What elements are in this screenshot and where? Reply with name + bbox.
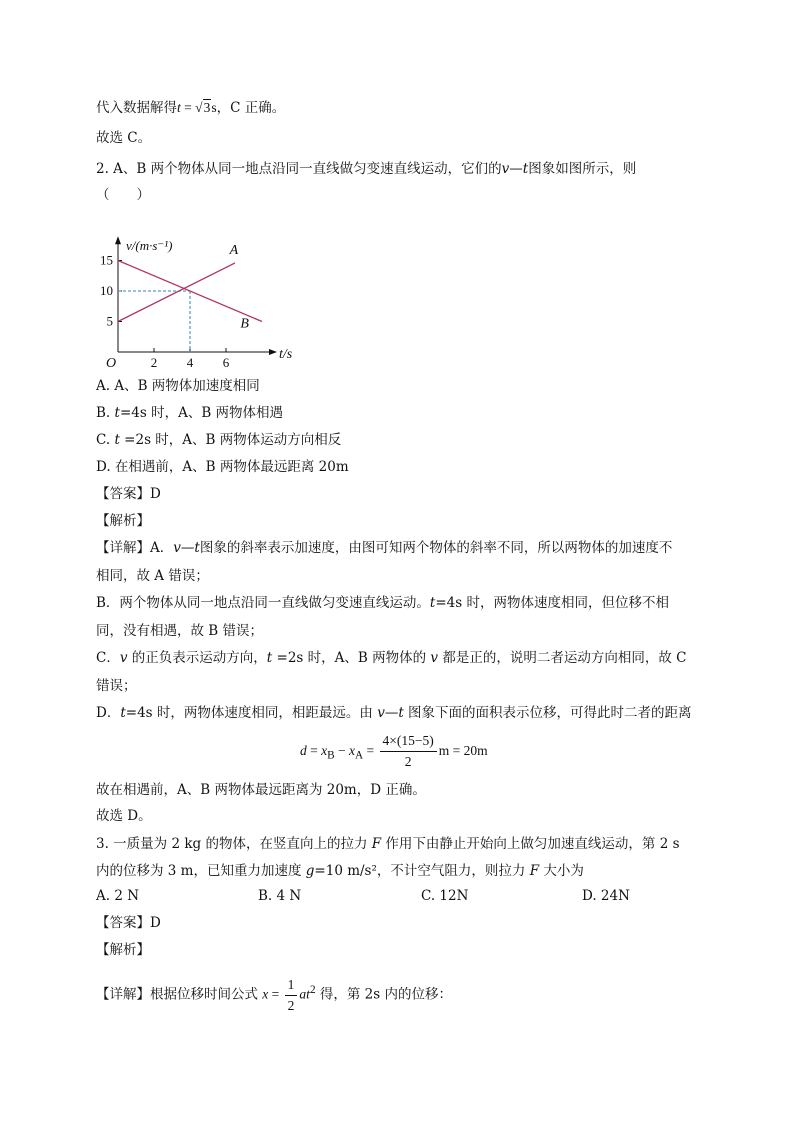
q2-option-d bbox=[96, 457, 349, 477]
q2-answer: 【答案】D bbox=[96, 486, 161, 502]
x-axis-label: t/s bbox=[279, 347, 293, 362]
var-t: t bbox=[429, 595, 436, 611]
text: s bbox=[211, 100, 217, 115]
var-t: t bbox=[522, 161, 529, 177]
text: 图象如图所示，则 bbox=[528, 161, 637, 177]
vt-graph bbox=[96, 212, 306, 372]
text: 3. 一质量为 2 kg 的物体，在竖直向上的拉力 bbox=[96, 836, 372, 852]
text: 图象的斜率表示加速度，由图可知两个物体的斜率不同，所以两物体的加速度不 bbox=[199, 540, 673, 556]
text: 图象下面的面积表示位移，可得此时二者的距离 bbox=[403, 705, 692, 721]
var-t: t bbox=[266, 650, 273, 666]
q2-stem-line-2: （ ） bbox=[96, 187, 150, 203]
y-axis-label: v/(m·s⁻¹) bbox=[126, 238, 173, 254]
text: =2s 时，A、B 两物体的 bbox=[272, 650, 431, 666]
text: =4s 时，两物体速度相同，但位移不相 bbox=[435, 595, 669, 611]
text: A. A、B 两物体加速度相同 bbox=[96, 378, 260, 394]
series-label-a: A bbox=[229, 242, 239, 258]
y-tick-label: 5 bbox=[106, 313, 113, 329]
text: = bbox=[306, 743, 322, 758]
q2-detail-line-8: 故在相遇前，A、B 两物体最远距离为 20m，D 正确。 bbox=[96, 782, 426, 798]
var-at: at bbox=[299, 986, 310, 1002]
var-v: v bbox=[377, 705, 385, 721]
solution-line-1 bbox=[96, 98, 285, 118]
text: 内的位移为 3 m，已知重力加速度 bbox=[96, 863, 306, 879]
q2-detail-line-7 bbox=[96, 703, 692, 723]
q2-stem-line-1 bbox=[96, 159, 636, 179]
text: — bbox=[384, 705, 399, 721]
q3-analysis-label: 【解析】 bbox=[96, 942, 150, 958]
q2-detail-line-4: 同，没有相遇，故 B 错误； bbox=[96, 623, 264, 639]
q3-option-a: A. 2 N bbox=[96, 888, 140, 904]
var-v: v bbox=[501, 161, 510, 177]
fraction bbox=[380, 731, 437, 772]
var-x: x bbox=[349, 743, 356, 758]
q3-option-c: C. 12N bbox=[421, 888, 469, 904]
text: D. 在相遇前，A、B 两物体最远距离 20m bbox=[96, 459, 349, 475]
text: C. bbox=[96, 432, 115, 448]
q2-detail-line-3 bbox=[96, 593, 669, 613]
text: m = 20m bbox=[438, 743, 488, 758]
var-t: t bbox=[114, 432, 120, 448]
x-tick-label: 6 bbox=[222, 355, 230, 370]
var-x: x bbox=[321, 743, 328, 758]
text: = bbox=[363, 743, 378, 758]
series-line-a bbox=[118, 263, 235, 322]
q3-option-b: B. 4 N bbox=[258, 888, 302, 904]
text: 的正负表示运动方向， bbox=[127, 650, 267, 666]
q2-detail-line-9: 故选 D。 bbox=[96, 808, 152, 824]
numerator: 4×(15−5) bbox=[380, 731, 437, 752]
numerator: 1 bbox=[285, 975, 298, 996]
distance-equation bbox=[300, 731, 488, 776]
text: C． bbox=[96, 650, 120, 666]
text: — bbox=[180, 540, 195, 556]
text: 根据位移时间公式 bbox=[150, 986, 263, 1003]
text: = bbox=[268, 986, 283, 1002]
q3-stem-line-2 bbox=[96, 861, 584, 881]
subscript: B bbox=[327, 749, 335, 762]
q2-option-b bbox=[96, 403, 283, 423]
y-tick-label: 15 bbox=[100, 252, 113, 268]
text: =10 m/s²，不计空气阻力，则拉力 bbox=[314, 863, 530, 879]
text: = bbox=[180, 100, 196, 115]
text: A． bbox=[150, 540, 174, 556]
q3-detail-line-1 bbox=[96, 970, 452, 1016]
var-v: v bbox=[173, 540, 181, 556]
q2-detail-line-1 bbox=[96, 538, 672, 558]
text: =2s 时，A、B 两物体运动方向相反 bbox=[119, 432, 342, 448]
var-v: v bbox=[119, 650, 128, 666]
q2-detail-line-6: 错误； bbox=[96, 678, 137, 694]
text: B．两个物体从同一地点沿同一直线做匀变速直线运动。 bbox=[96, 595, 430, 611]
text: D． bbox=[96, 705, 121, 721]
x-axis-arrow bbox=[269, 349, 277, 355]
q3-stem-line-1 bbox=[96, 834, 680, 854]
x-tick-label: 2 bbox=[150, 355, 158, 370]
text: 得，第 2s 内的位移： bbox=[315, 986, 452, 1003]
var-F: F bbox=[371, 836, 382, 852]
y-tick-label: 10 bbox=[100, 283, 113, 298]
text: 代入数据解得 bbox=[96, 100, 177, 116]
var-t: t bbox=[194, 540, 200, 556]
var-g: g bbox=[305, 863, 315, 879]
origin-label: O bbox=[106, 356, 117, 371]
text: — bbox=[509, 161, 523, 177]
q2-detail-line-2: 相同，故 A 错误； bbox=[96, 568, 209, 584]
q2-analysis-label: 【解析】 bbox=[96, 513, 150, 529]
q2-option-c bbox=[96, 430, 341, 450]
denominator: 2 bbox=[404, 754, 412, 770]
var-t: t bbox=[120, 705, 126, 721]
choice-line: 故选 C。 bbox=[96, 130, 152, 146]
y-axis-arrow bbox=[115, 236, 121, 244]
denominator: 2 bbox=[287, 997, 295, 1013]
text: 都是正的，说明二者运动方向相同，故 C bbox=[438, 650, 687, 666]
q3-option-d: D. 24N bbox=[582, 888, 630, 904]
var-t: t bbox=[177, 100, 181, 115]
sqrt-radicand: 3 bbox=[203, 100, 211, 115]
text: =4s 时，两物体速度相同，相距最远。由 bbox=[125, 705, 378, 721]
x-tick-label: 4 bbox=[186, 355, 194, 370]
superscript: 2 bbox=[309, 984, 316, 996]
var-x: x bbox=[262, 986, 269, 1002]
q3-answer: 【答案】D bbox=[96, 915, 161, 931]
text: 大小为 bbox=[539, 863, 584, 879]
text: 【详解】 bbox=[96, 986, 150, 1003]
text: 作用下由静止开始向上做匀加速直线运动，第 2 s bbox=[381, 836, 680, 852]
q2-detail-line-5 bbox=[96, 648, 686, 668]
var-v: v bbox=[430, 650, 439, 666]
text: =4s 时，A、B 两物体相遇 bbox=[119, 405, 284, 421]
fraction bbox=[285, 975, 298, 1016]
text: − bbox=[334, 743, 350, 758]
text: ，C 正确。 bbox=[216, 100, 286, 116]
var-d: d bbox=[300, 743, 307, 758]
q2-option-a bbox=[96, 376, 260, 396]
text: B. bbox=[96, 405, 115, 421]
text: 【详解】 bbox=[96, 540, 150, 556]
series-label-b: B bbox=[240, 316, 249, 332]
var-F: F bbox=[529, 863, 540, 879]
var-t: t bbox=[114, 405, 120, 421]
text: 2. A、B 两个物体从同一地点沿同一直线做匀变速直线运动，它们的 bbox=[96, 161, 502, 177]
subscript: A bbox=[355, 749, 364, 762]
var-t: t bbox=[398, 705, 404, 721]
sqrt-symbol: √ bbox=[195, 100, 203, 115]
